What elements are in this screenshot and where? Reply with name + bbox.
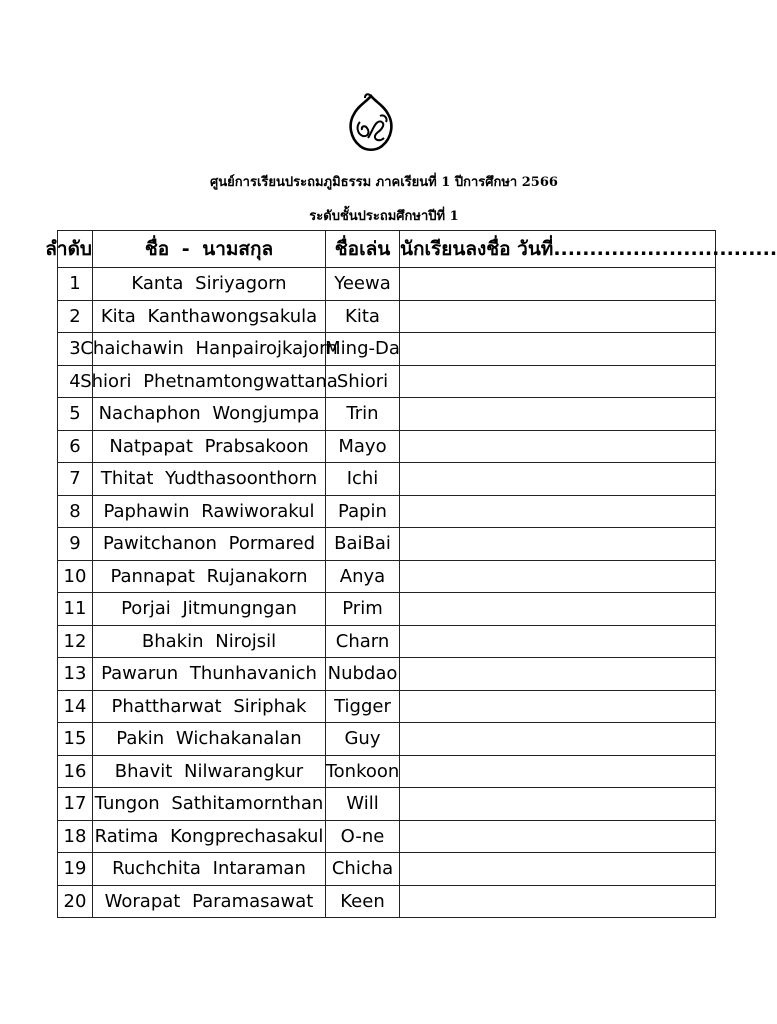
row-number (58, 885, 93, 918)
column-header-name: ชื่อ - นามสกุล (93, 231, 326, 268)
student-name-text: Ratima Kongprechasakul (94, 825, 324, 847)
student-nickname-text: Kita (345, 305, 380, 327)
signature-cell[interactable] (400, 365, 716, 398)
signature-cell[interactable] (400, 528, 716, 561)
student-name-text: Porjai Jitmungngan (121, 598, 297, 620)
student-name-text: Chaichawin Hanpairojkajorn (80, 338, 338, 360)
row-number-text: 14 (63, 695, 87, 717)
signature-cell[interactable] (400, 690, 716, 723)
student-nickname (326, 788, 400, 821)
signature-cell[interactable] (400, 463, 716, 496)
row-number (58, 690, 93, 723)
student-nickname (326, 820, 400, 853)
student-name (93, 755, 326, 788)
student-nickname (326, 528, 400, 561)
table-row (58, 528, 716, 561)
student-name-text: Nachaphon Wongjumpa (98, 403, 320, 425)
student-name-text: Pakin Wichakanalan (116, 728, 302, 750)
student-name-text: Kita Kanthawongsakula (100, 305, 318, 327)
page-title: ศูนย์การเรียนประถมภูมิธรรม ภาคเรียนที่ 1 ปีการศึกษา 2566 (210, 175, 558, 190)
student-nickname (326, 430, 400, 463)
student-name (93, 788, 326, 821)
signature-cell[interactable] (400, 593, 716, 626)
table-row (58, 300, 716, 333)
row-number-text: 6 (69, 435, 81, 457)
row-number (58, 788, 93, 821)
student-name-text: Ruchchita Intaraman (112, 858, 306, 880)
table-row (58, 723, 716, 756)
student-nickname-text: Tonkoon (325, 760, 400, 782)
row-number-text: 1 (69, 273, 81, 295)
table-row (58, 625, 716, 658)
student-nickname (326, 723, 400, 756)
student-nickname-text: O-ne (340, 825, 385, 847)
row-number (58, 658, 93, 691)
student-nickname-text: Anya (339, 565, 386, 587)
student-name-text: Kanta Siriyagorn (131, 273, 287, 295)
student-nickname-text: Charn (335, 630, 390, 652)
row-number (58, 495, 93, 528)
signature-cell[interactable] (400, 885, 716, 918)
student-nickname-text: Yeewa (334, 273, 391, 295)
table-row (58, 463, 716, 496)
signature-cell[interactable] (400, 300, 716, 333)
row-number-text: 17 (63, 793, 87, 815)
student-name (80, 333, 338, 366)
student-nickname (326, 625, 400, 658)
table-header-row (58, 231, 716, 268)
student-nickname-text: Trin (346, 403, 379, 425)
signature-cell[interactable] (400, 268, 716, 301)
row-number-text: 19 (63, 858, 87, 880)
row-number (58, 853, 93, 886)
student-nickname-text: Tigger (334, 695, 391, 717)
student-nickname (326, 853, 400, 886)
row-number-text: 8 (69, 500, 81, 522)
student-nickname (326, 333, 400, 366)
student-name (93, 820, 326, 853)
student-name (80, 365, 338, 398)
student-name-text: Tungon Sathitamornthan (94, 793, 324, 815)
row-number (58, 398, 93, 431)
student-nickname (326, 690, 400, 723)
student-nickname (326, 755, 400, 788)
row-number-text: 16 (63, 760, 87, 782)
column-header-nickname: ชื่อเล่น (326, 231, 400, 268)
table-row (58, 853, 716, 886)
row-number (58, 268, 93, 301)
row-number-text: 5 (69, 403, 81, 425)
student-nickname-text: BaiBai (334, 533, 391, 555)
school-logo-icon (338, 92, 404, 154)
row-number-text: 18 (63, 825, 87, 847)
student-name (93, 300, 326, 333)
table-row (58, 398, 716, 431)
row-number (58, 820, 93, 853)
student-nickname (326, 495, 400, 528)
student-nickname-text: Guy (344, 728, 381, 750)
table-row (58, 788, 716, 821)
page-subtitle: ระดับชั้นประถมศึกษาปีที่ 1 (309, 209, 459, 224)
row-number (58, 463, 93, 496)
student-name (93, 268, 326, 301)
student-name (93, 398, 326, 431)
student-name (93, 658, 326, 691)
student-nickname-text: Will (346, 793, 379, 815)
student-nickname (326, 463, 400, 496)
row-number (58, 723, 93, 756)
student-name-text: Thitat Yudthasoonthorn (100, 468, 318, 490)
student-nickname-text: Ming-Da (325, 338, 400, 360)
table-row (58, 755, 716, 788)
student-name (93, 853, 326, 886)
signature-cell[interactable] (400, 820, 716, 853)
table-row (58, 885, 716, 918)
row-number-text: 9 (69, 533, 81, 555)
row-number (58, 755, 93, 788)
table-row (58, 430, 716, 463)
signature-cell[interactable] (400, 333, 716, 366)
table-row (58, 495, 716, 528)
row-number (58, 430, 93, 463)
student-name-text: Pawitchanon Pormared (102, 533, 316, 555)
student-nickname (326, 398, 400, 431)
student-nickname (326, 268, 400, 301)
signature-cell[interactable] (400, 560, 716, 593)
student-name-text: Phattharwat Siriphak (111, 695, 307, 717)
student-name (93, 723, 326, 756)
table-row (58, 333, 716, 366)
row-number-text: 10 (63, 565, 87, 587)
attendance-table (45, 230, 777, 918)
row-number-text: 4 (69, 370, 81, 392)
signature-cell[interactable] (400, 398, 716, 431)
table-row (58, 820, 716, 853)
row-number-text: 3 (69, 338, 81, 360)
student-nickname-text: Mayo (338, 435, 387, 457)
student-name (93, 560, 326, 593)
row-number (58, 560, 93, 593)
student-name-text: Shiori Phetnamtongwattana (80, 370, 338, 392)
student-name-text: Worapat Paramasawat (104, 890, 314, 912)
student-nickname (326, 365, 400, 398)
student-name (93, 885, 326, 918)
student-name (93, 495, 326, 528)
table-row (58, 593, 716, 626)
signature-cell[interactable] (400, 853, 716, 886)
student-name-text: Pawarun Thunhavanich (101, 663, 317, 685)
student-nickname (326, 658, 400, 691)
student-nickname-text: Papin (338, 500, 387, 522)
column-header-sign: นักเรียนลงชื่อ วันที่............................... (400, 231, 716, 268)
row-number-text: 20 (63, 890, 87, 912)
row-number-text: 15 (63, 728, 87, 750)
table-row (58, 268, 716, 301)
student-name-text: Paphawin Rawiworakul (103, 500, 315, 522)
student-nickname (326, 593, 400, 626)
student-name (93, 690, 326, 723)
row-number (58, 625, 93, 658)
signature-cell[interactable] (400, 788, 716, 821)
student-nickname-text: Prim (342, 598, 383, 620)
table-row (58, 658, 716, 691)
student-nickname (326, 300, 400, 333)
student-nickname (326, 560, 400, 593)
row-number-text: 7 (69, 468, 81, 490)
signature-cell[interactable] (400, 625, 716, 658)
signature-cell[interactable] (400, 723, 716, 756)
row-number (58, 593, 93, 626)
table-row (58, 365, 716, 398)
signature-cell[interactable] (400, 430, 716, 463)
student-name-text: Bhakin Nirojsil (141, 630, 277, 652)
student-nickname-text: Nubdao (327, 663, 398, 685)
row-number-text: 11 (63, 598, 87, 620)
student-name (93, 593, 326, 626)
student-nickname-text: Chicha (331, 858, 394, 880)
student-name (93, 430, 326, 463)
column-header-no: ลำดับ (58, 231, 93, 268)
row-number-text: 12 (63, 630, 87, 652)
student-nickname-text: Keen (340, 890, 385, 912)
table-row (58, 560, 716, 593)
student-nickname-text: Shiori (336, 370, 389, 392)
row-number-text: 2 (69, 305, 81, 327)
student-nickname-text: Ichi (346, 468, 379, 490)
signature-cell[interactable] (400, 658, 716, 691)
row-number-text: 13 (63, 663, 87, 685)
student-name-text: Natpapat Prabsakoon (109, 435, 309, 457)
table-row (58, 690, 716, 723)
student-name (93, 528, 326, 561)
signature-cell[interactable] (400, 495, 716, 528)
row-number (58, 528, 93, 561)
student-name-text: Pannapat Rujanakorn (110, 565, 308, 587)
student-name (93, 625, 326, 658)
signature-cell[interactable] (400, 755, 716, 788)
student-name (93, 463, 326, 496)
student-name-text: Bhavit Nilwarangkur (114, 760, 304, 782)
row-number (58, 300, 93, 333)
student-nickname (326, 885, 400, 918)
